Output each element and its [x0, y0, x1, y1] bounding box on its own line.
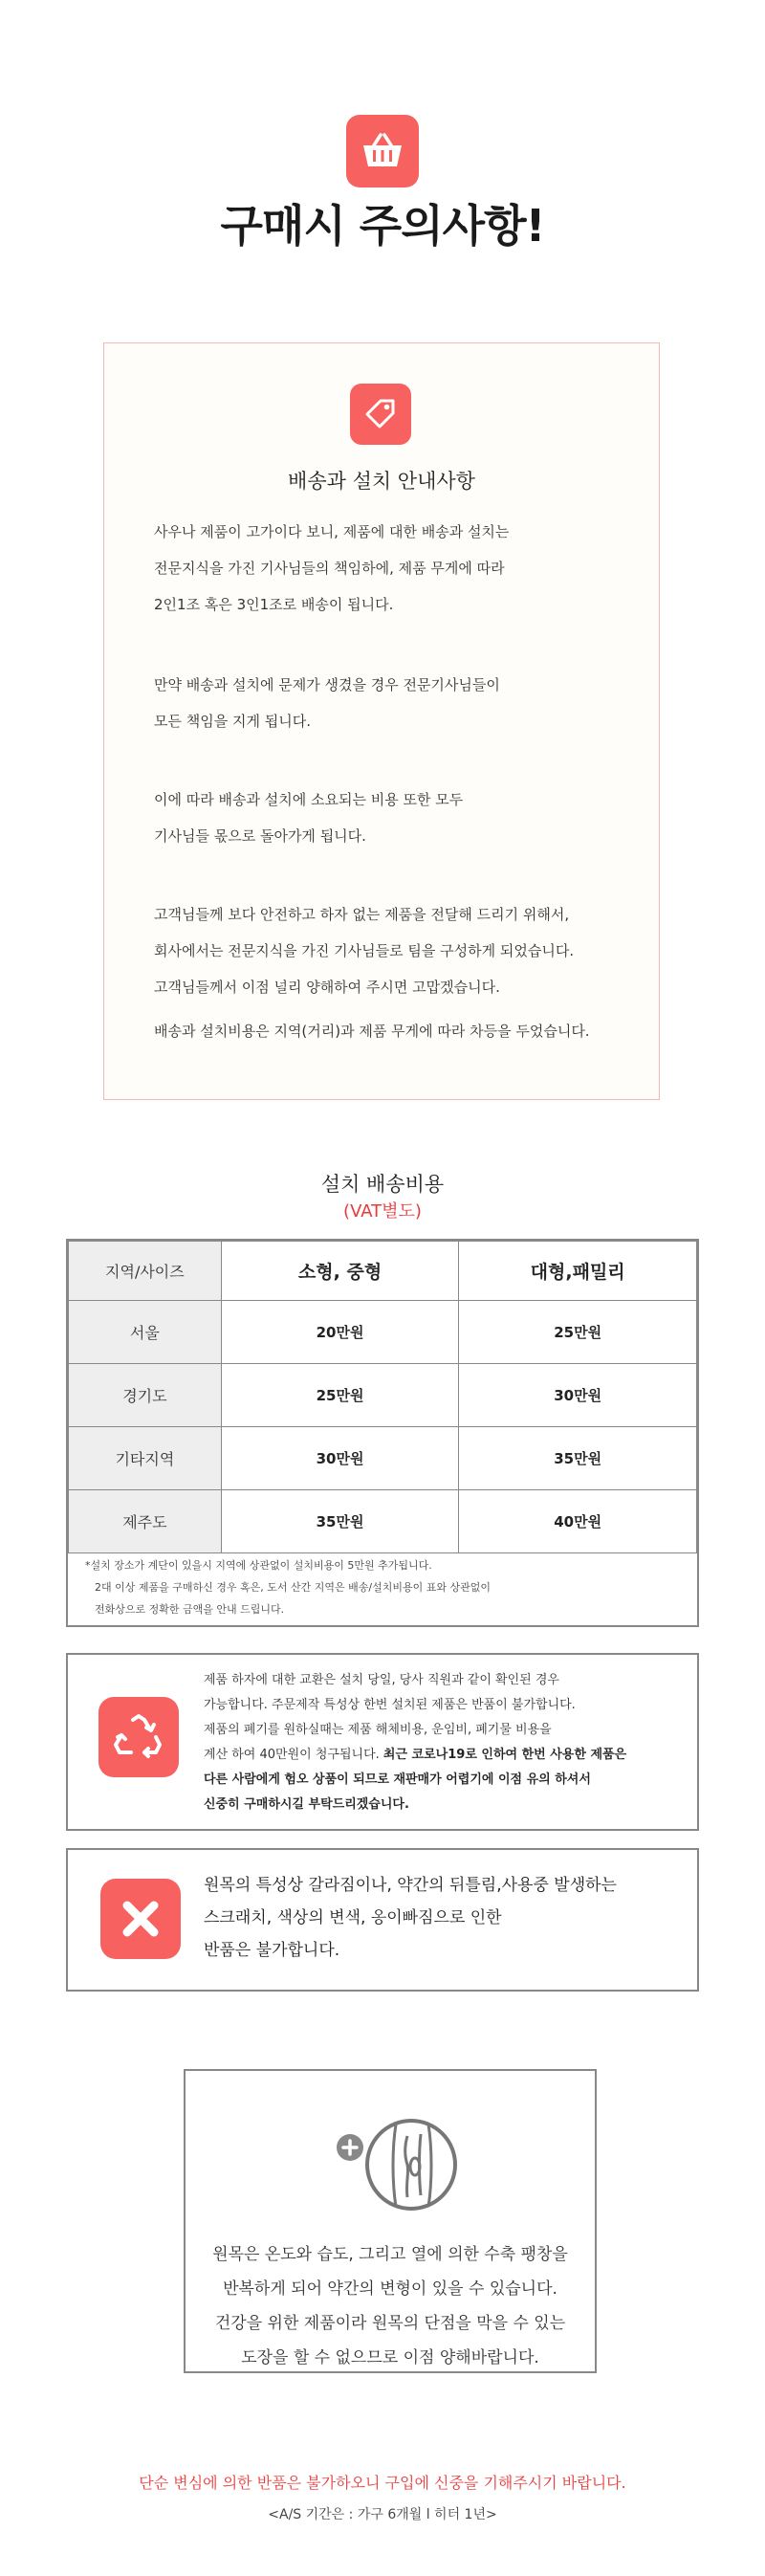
table-row: [69, 1490, 697, 1553]
notice-paragraph-2: [154, 667, 623, 739]
column-header-large: 대형,패밀리: [459, 1242, 697, 1301]
region-cell: 기타지역: [69, 1427, 222, 1490]
price-cell: 20만원: [221, 1301, 459, 1364]
policy-line: 제품의 폐기를 원하실때는 제품 해체비용, 운임비, 폐기물 비용을: [204, 1723, 552, 1737]
delivery-notice-box: [103, 342, 660, 1100]
policy-bold-line: 신중히 구매하시길 부탁드리겠습니다.: [204, 1797, 409, 1812]
wood-grain-icon: [329, 2115, 463, 2214]
notice-paragraph-3: [154, 782, 623, 854]
notice-line: 2인1조 혹은 3인1조로 배송이 됩니다.: [154, 596, 394, 613]
footnote-line: 전화상으로 정확한 금액을 안내 드립니다.: [95, 1603, 285, 1616]
region-cell: 경기도: [69, 1364, 222, 1427]
notice-line: 사우나 제품이 고가이다 보니, 제품에 대한 배송과 설치는: [154, 523, 510, 540]
table-row: [69, 1427, 697, 1490]
pricing-title: 설치 배송비용: [320, 1173, 445, 1196]
notice-line: 이에 따라 배송과 설치에 소요되는 비용 또한 모두: [154, 791, 464, 808]
column-header-region: 지역/사이즈: [69, 1242, 222, 1301]
return-warning: 단순 변심에 의한 반품은 불가하오니 구입에 신중을 기해주시기 바랍니다.: [139, 2474, 626, 2492]
price-cell: 40만원: [459, 1490, 697, 1553]
price-cell: 25만원: [221, 1364, 459, 1427]
wood-return-line: 원목의 특성상 갈라짐이나, 약간의 뒤틀림,사용중 발생하는: [204, 1876, 617, 1895]
table-row: [69, 1301, 697, 1364]
wood-note-line: 도장을 할 수 없으므로 이점 양해바랍니다.: [241, 2348, 539, 2367]
pricing-table: [68, 1241, 697, 1553]
price-cell: 25만원: [459, 1301, 697, 1364]
footnote-line: 2대 이상 제품을 구매하신 경우 혹은, 도서 산간 지역은 배송/설치비용이 표와 상관없이: [95, 1581, 491, 1594]
exchange-policy-box: [66, 1653, 699, 1831]
pricing-footnote: [85, 1554, 688, 1620]
price-cell: 30만원: [459, 1364, 697, 1427]
column-header-small: 소형, 중형: [221, 1242, 459, 1301]
pricing-table-box: [66, 1239, 699, 1627]
notice-title: 배송과 설치 안내사항: [288, 470, 475, 493]
tag-icon: [350, 384, 411, 445]
page-title: 구매시 주의사항!: [220, 200, 545, 252]
table-row: [69, 1364, 697, 1427]
price-cell: 35만원: [221, 1490, 459, 1553]
notice-line: 기사님들 몫으로 돌아가게 됩니다.: [154, 827, 366, 845]
policy-line: [204, 1743, 688, 1768]
notice-line: 만약 배송과 설치에 문제가 생겼을 경우 전문기사님들이: [154, 676, 500, 694]
notice-line: 고객님들께서 이점 널리 양해하여 주시면 고맙겠습니다.: [154, 979, 500, 996]
notice-paragraph-4: [154, 896, 623, 1005]
wood-note-line: 건강을 위한 제품이라 원목의 단점을 막을 수 있는: [214, 2314, 566, 2333]
region-cell: 제주도: [69, 1490, 222, 1553]
exchange-policy-text: [204, 1668, 688, 1817]
wood-return-line: 반품은 불가합니다.: [204, 1941, 340, 1960]
as-period: <A/S 기간은 : 가구 6개월 l 히터 1년>: [268, 2507, 497, 2522]
policy-line: 가능합니다. 주문제작 특성상 한번 설치된 제품은 반품이 불가합니다.: [204, 1698, 576, 1712]
wood-note-text: [186, 2237, 595, 2375]
policy-bold-text: 최근 코로나19로 인하여 한번 사용한 제품은: [382, 1748, 627, 1762]
notice-line: 회사에서는 전문지식을 가진 기사님들로 팀을 구성하게 되었습니다.: [154, 942, 575, 959]
wood-note-line: 원목은 온도와 습도, 그리고 열에 의한 수축 팽창을: [212, 2245, 568, 2264]
wood-note-box: [184, 2069, 597, 2373]
region-cell: 서울: [69, 1301, 222, 1364]
vat-note: (VAT별도): [343, 1201, 422, 1222]
recycle-icon: [98, 1697, 179, 1777]
table-header-row: [69, 1242, 697, 1301]
close-x-icon: [100, 1879, 181, 1959]
notice-paragraph-1: [154, 514, 623, 623]
notice-line: 모든 책임을 지게 됩니다.: [154, 713, 311, 730]
policy-text: 계산 하여 40만원이 청구됩니다.: [204, 1748, 383, 1762]
price-cell: 35만원: [459, 1427, 697, 1490]
wood-return-box: [66, 1848, 699, 1992]
policy-line: 제품 하자에 대한 교환은 설치 당일, 당사 직원과 같이 확인된 경우: [204, 1673, 559, 1687]
wood-return-line: 스크래치, 색상의 변색, 옹이빠짐으로 인한: [204, 1908, 502, 1927]
notice-paragraph-5: [154, 1013, 623, 1049]
basket-icon: [346, 115, 419, 187]
price-cell: 30만원: [221, 1427, 459, 1490]
notice-line: 배송과 설치비용은 지역(거리)과 제품 무게에 따라 차등을 두었습니다.: [154, 1023, 590, 1040]
notice-line: 고객님들께 보다 안전하고 하자 없는 제품을 전달해 드리기 위해서,: [154, 906, 570, 923]
wood-return-text: [204, 1869, 688, 1967]
notice-line: 전문지식을 가진 기사님들의 책임하에, 제품 무게에 따라: [154, 560, 505, 577]
wood-note-line: 반복하게 되어 약간의 변형이 있을 수 있습니다.: [223, 2279, 557, 2299]
footnote-line: *설치 장소가 계단이 있을시 지역에 상관없이 설치비용이 5만원 추가됩니다.: [85, 1559, 432, 1572]
policy-bold-line: 다른 사람에게 험오 상품이 되므로 재판매가 어렵기에 이점 유의 하셔서: [204, 1772, 591, 1787]
